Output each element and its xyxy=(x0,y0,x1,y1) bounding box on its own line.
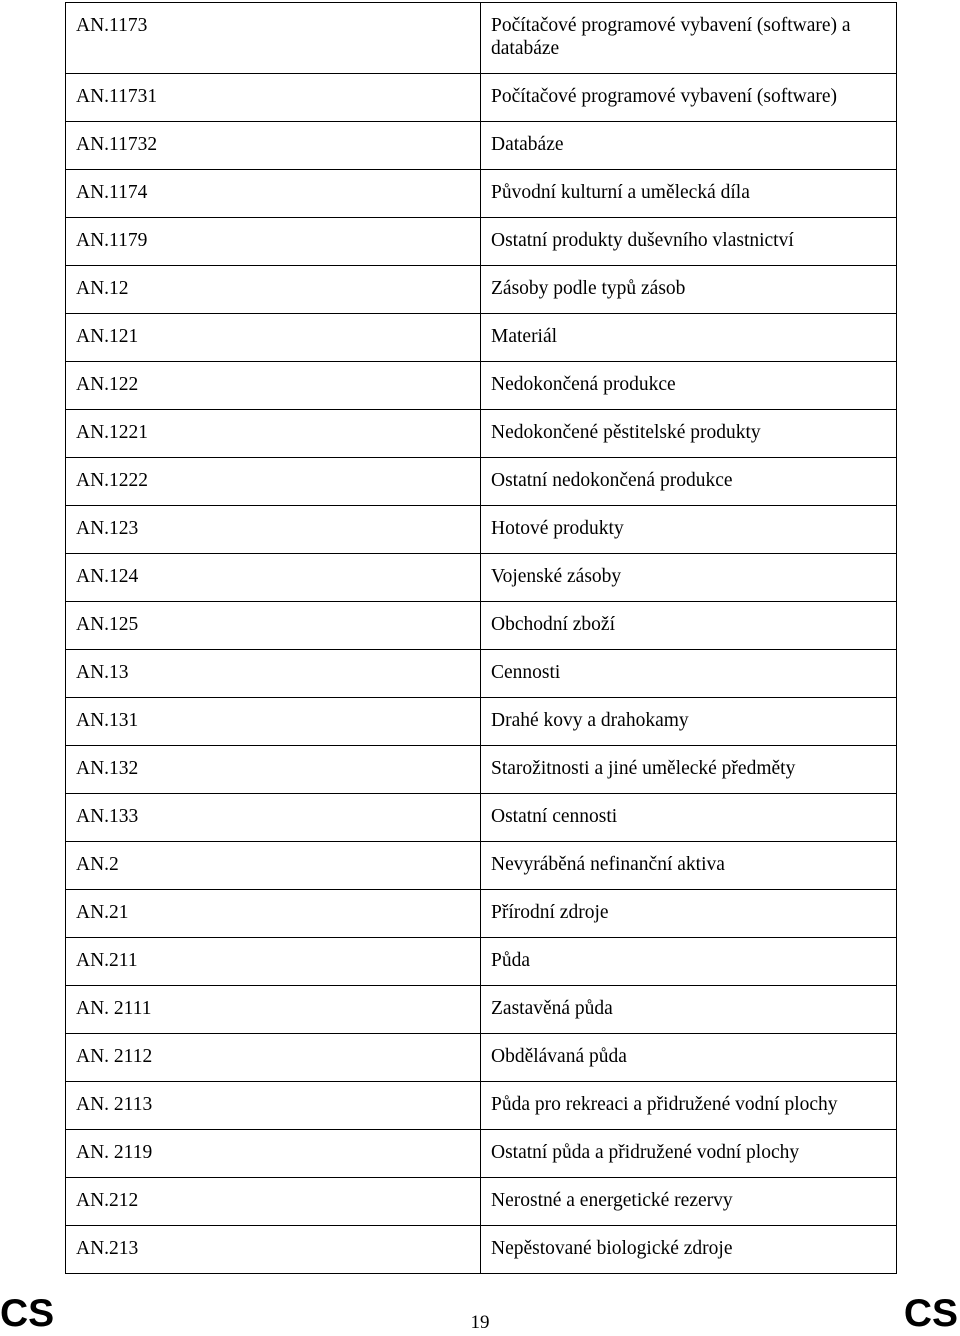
table-row xyxy=(66,986,897,1034)
label-cell: Materiál xyxy=(481,314,897,362)
page-number: 19 xyxy=(470,1312,490,1333)
code-cell: AN.213 xyxy=(66,1226,481,1274)
label-cell: Nevyráběná nefinanční aktiva xyxy=(481,842,897,890)
table-row xyxy=(66,1034,897,1082)
code-cell: AN.1222 xyxy=(66,458,481,506)
label-cell: Obchodní zboží xyxy=(481,602,897,650)
label-cell: Databáze xyxy=(481,122,897,170)
code-cell: AN.1174 xyxy=(66,170,481,218)
table-row xyxy=(66,650,897,698)
code-cell: AN.1179 xyxy=(66,218,481,266)
table-row xyxy=(66,746,897,794)
code-cell: AN.132 xyxy=(66,746,481,794)
code-cell: AN.125 xyxy=(66,602,481,650)
code-cell: AN.133 xyxy=(66,794,481,842)
label-cell: Půda xyxy=(481,938,897,986)
label-cell: Nedokončená produkce xyxy=(481,362,897,410)
code-cell: AN.11732 xyxy=(66,122,481,170)
code-cell: AN.21 xyxy=(66,890,481,938)
table-row xyxy=(66,890,897,938)
table-row xyxy=(66,362,897,410)
code-cell: AN.2 xyxy=(66,842,481,890)
label-cell: Počítačové programové vybavení (software) a databáze xyxy=(481,3,897,74)
table-row xyxy=(66,1130,897,1178)
code-cell: AN.211 xyxy=(66,938,481,986)
code-cell: AN.131 xyxy=(66,698,481,746)
label-cell: Cennosti xyxy=(481,650,897,698)
code-cell: AN.13 xyxy=(66,650,481,698)
code-cell: AN. 2111 xyxy=(66,986,481,1034)
label-cell: Nerostné a energetické rezervy xyxy=(481,1178,897,1226)
table-row xyxy=(66,506,897,554)
table-row xyxy=(66,698,897,746)
code-cell: AN.1173 xyxy=(66,3,481,74)
label-cell: Počítačové programové vybavení (software) xyxy=(481,74,897,122)
table-row xyxy=(66,122,897,170)
table-row xyxy=(66,1082,897,1130)
table-row xyxy=(66,314,897,362)
table-row xyxy=(66,1226,897,1274)
classification-table xyxy=(65,2,897,1274)
table-row xyxy=(66,554,897,602)
table-row xyxy=(66,74,897,122)
table-row xyxy=(66,602,897,650)
label-cell: Hotové produkty xyxy=(481,506,897,554)
table-row xyxy=(66,3,897,74)
classification-table-body xyxy=(66,3,897,1274)
code-cell: AN.1221 xyxy=(66,410,481,458)
table-row xyxy=(66,170,897,218)
code-cell: AN.122 xyxy=(66,362,481,410)
label-cell: Půda pro rekreaci a přidružené vodní plochy xyxy=(481,1082,897,1130)
table-row xyxy=(66,938,897,986)
table-row xyxy=(66,842,897,890)
label-cell: Nepěstované biologické zdroje xyxy=(481,1226,897,1274)
table-row xyxy=(66,410,897,458)
table-row xyxy=(66,1178,897,1226)
label-cell: Drahé kovy a drahokamy xyxy=(481,698,897,746)
code-cell: AN.11731 xyxy=(66,74,481,122)
language-mark-right: CS xyxy=(903,1292,958,1335)
label-cell: Ostatní půda a přidružené vodní plochy xyxy=(481,1130,897,1178)
code-cell: AN. 2112 xyxy=(66,1034,481,1082)
label-cell: Ostatní nedokončená produkce xyxy=(481,458,897,506)
code-cell: AN.121 xyxy=(66,314,481,362)
language-mark-left: CS xyxy=(0,1292,55,1335)
table-row xyxy=(66,794,897,842)
label-cell: Zastavěná půda xyxy=(481,986,897,1034)
label-cell: Vojenské zásoby xyxy=(481,554,897,602)
label-cell: Zásoby podle typů zásob xyxy=(481,266,897,314)
table-row xyxy=(66,266,897,314)
label-cell: Přírodní zdroje xyxy=(481,890,897,938)
table-row xyxy=(66,458,897,506)
label-cell: Ostatní cennosti xyxy=(481,794,897,842)
code-cell: AN.12 xyxy=(66,266,481,314)
label-cell: Nedokončené pěstitelské produkty xyxy=(481,410,897,458)
label-cell: Původní kulturní a umělecká díla xyxy=(481,170,897,218)
code-cell: AN. 2113 xyxy=(66,1082,481,1130)
label-cell: Starožitnosti a jiné umělecké předměty xyxy=(481,746,897,794)
label-cell: Ostatní produkty duševního vlastnictví xyxy=(481,218,897,266)
code-cell: AN.123 xyxy=(66,506,481,554)
table-row xyxy=(66,218,897,266)
label-cell: Obdělávaná půda xyxy=(481,1034,897,1082)
code-cell: AN.212 xyxy=(66,1178,481,1226)
code-cell: AN. 2119 xyxy=(66,1130,481,1178)
code-cell: AN.124 xyxy=(66,554,481,602)
